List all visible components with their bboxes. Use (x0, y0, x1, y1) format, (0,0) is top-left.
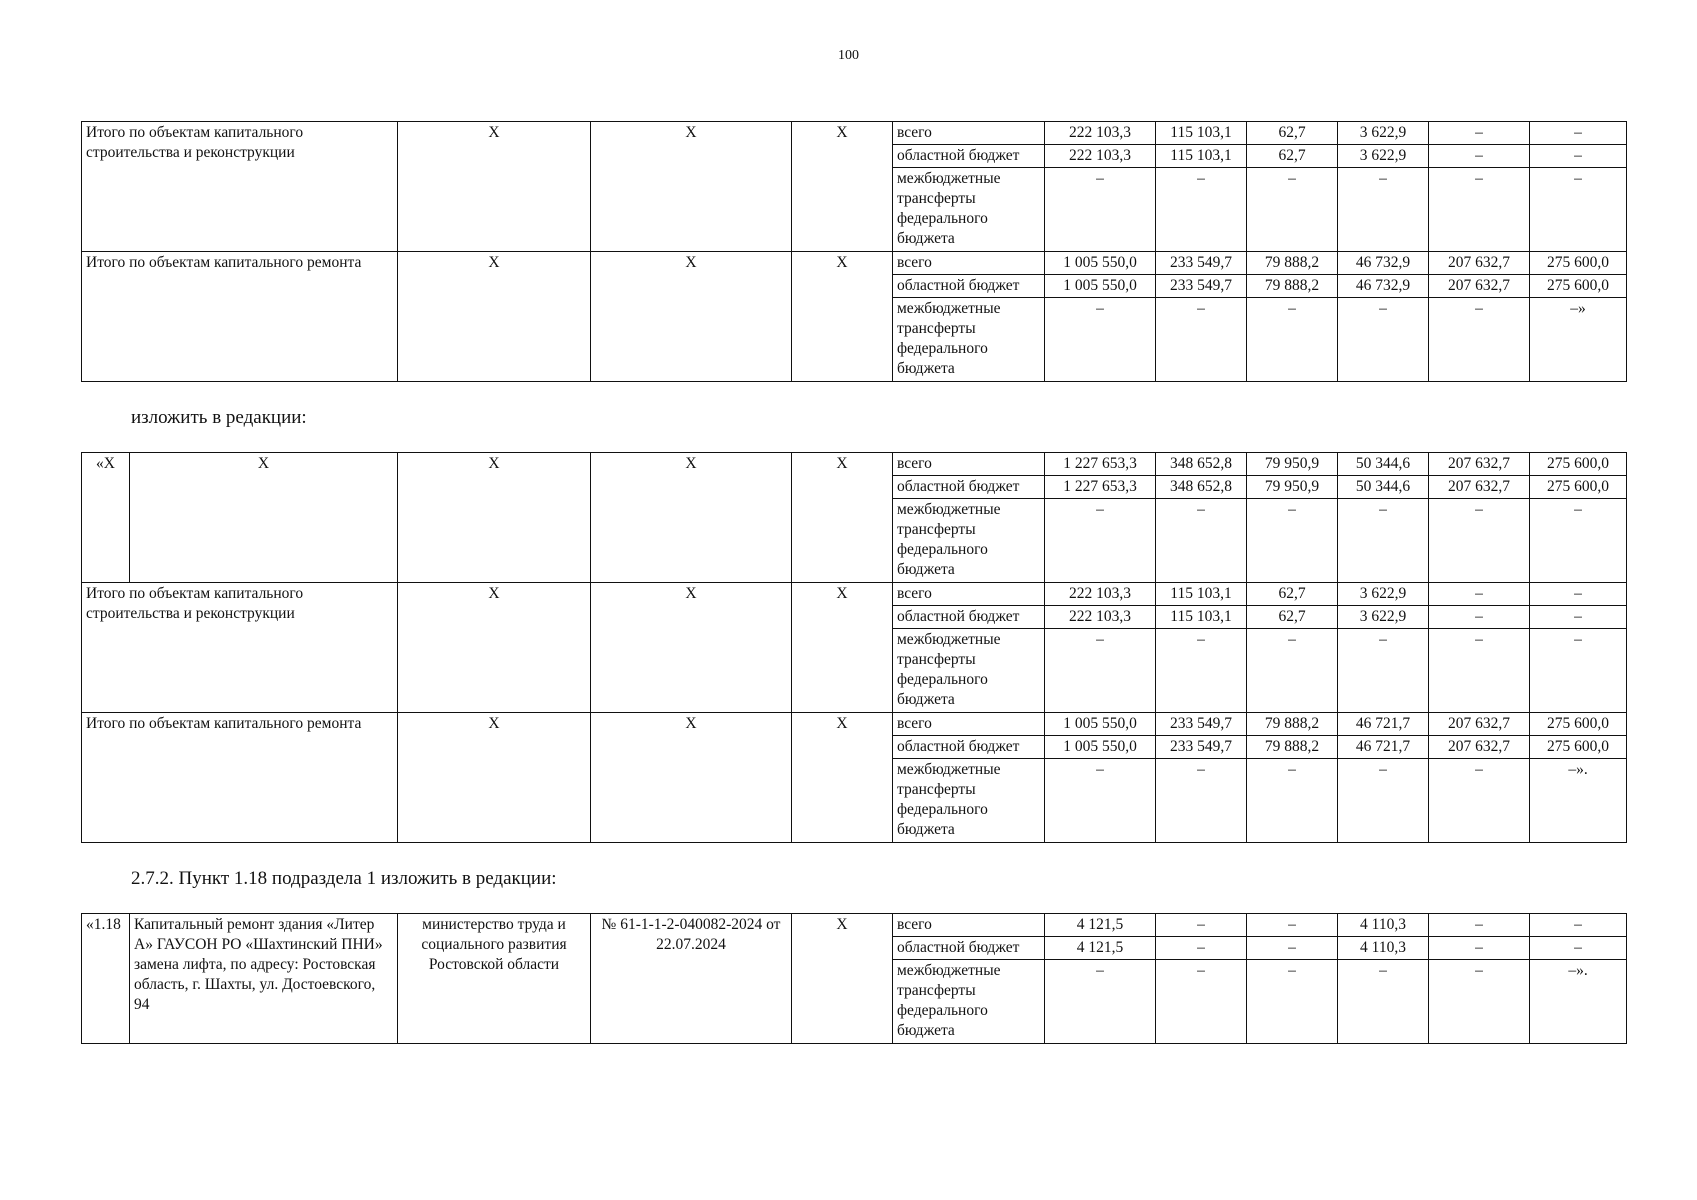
value-cell: 46 732,9 (1338, 252, 1429, 275)
row-label-total: всего (893, 713, 1045, 736)
value-cell: – (1156, 168, 1247, 252)
x-cell: X (792, 713, 893, 843)
value-cell: 46 732,9 (1338, 275, 1429, 298)
value-cell: – (1530, 914, 1627, 937)
value-cell: 275 600,0 (1530, 252, 1627, 275)
value-cell: – (1429, 606, 1530, 629)
value-cell: 275 600,0 (1530, 275, 1627, 298)
value-cell: 348 652,8 (1156, 453, 1247, 476)
value-cell: 4 110,3 (1338, 937, 1429, 960)
table-row (82, 713, 1627, 736)
row-label-federal: межбюджетные трансферты федерального бюджета (893, 168, 1045, 252)
value-cell: 115 103,1 (1156, 122, 1247, 145)
row-label-regional: областной бюджет (893, 275, 1045, 298)
item-number-cell: «1.18 (82, 914, 130, 1044)
value-cell: 233 549,7 (1156, 275, 1247, 298)
value-cell: 79 950,9 (1247, 453, 1338, 476)
value-cell: 348 652,8 (1156, 476, 1247, 499)
value-cell: 233 549,7 (1156, 736, 1247, 759)
value-cell: 207 632,7 (1429, 252, 1530, 275)
value-cell: – (1156, 960, 1247, 1044)
x-cell: X (591, 122, 792, 252)
table-row (82, 252, 1627, 275)
value-cell: 275 600,0 (1530, 736, 1627, 759)
value-cell: – (1429, 145, 1530, 168)
value-cell: – (1045, 960, 1156, 1044)
table-row (82, 453, 1627, 476)
page-number: 100 (838, 48, 859, 63)
value-cell: – (1247, 499, 1338, 583)
row-label-federal: межбюджетные трансферты федерального бюджета (893, 759, 1045, 843)
value-cell: – (1045, 298, 1156, 382)
value-cell: – (1247, 168, 1338, 252)
value-cell: 233 549,7 (1156, 713, 1247, 736)
value-cell: 222 103,3 (1045, 606, 1156, 629)
value-cell: –». (1530, 759, 1627, 843)
value-cell: 4 121,5 (1045, 914, 1156, 937)
value-cell: – (1530, 583, 1627, 606)
value-cell: – (1045, 499, 1156, 583)
x-cell: X (398, 713, 591, 843)
value-cell: – (1156, 759, 1247, 843)
group-name-cell: Итого по объектам капитального ремонта (82, 252, 398, 382)
value-cell: 207 632,7 (1429, 736, 1530, 759)
value-cell: 115 103,1 (1156, 145, 1247, 168)
table-row (82, 583, 1627, 606)
value-cell: 222 103,3 (1045, 583, 1156, 606)
value-cell: 1 005 550,0 (1045, 713, 1156, 736)
value-cell: 115 103,1 (1156, 606, 1247, 629)
x-cell: X (398, 252, 591, 382)
x-cell: X (398, 453, 591, 583)
value-cell: – (1530, 499, 1627, 583)
value-cell: – (1429, 122, 1530, 145)
value-cell: 275 600,0 (1530, 713, 1627, 736)
value-cell: 46 721,7 (1338, 713, 1429, 736)
paragraph-replace-intro: изложить в редакции: (131, 407, 307, 428)
value-cell: – (1247, 960, 1338, 1044)
value-cell: – (1429, 759, 1530, 843)
x-cell: X (792, 453, 893, 583)
value-cell: – (1338, 759, 1429, 843)
row-label-federal: межбюджетные трансферты федерального бюджета (893, 298, 1045, 382)
row-label-federal: межбюджетные трансферты федерального бюджета (893, 960, 1045, 1044)
x-cell: X (398, 583, 591, 713)
value-cell: –» (1530, 298, 1627, 382)
table-row (82, 122, 1627, 145)
value-cell: – (1247, 629, 1338, 713)
value-cell: 1 005 550,0 (1045, 736, 1156, 759)
row-label-total: всего (893, 914, 1045, 937)
value-cell: 1 227 653,3 (1045, 476, 1156, 499)
x-cell: X (792, 252, 893, 382)
row-label-regional: областной бюджет (893, 145, 1045, 168)
value-cell: – (1156, 629, 1247, 713)
value-cell: – (1338, 499, 1429, 583)
value-cell: 79 888,2 (1247, 713, 1338, 736)
value-cell: 207 632,7 (1429, 453, 1530, 476)
row-label-total: всего (893, 453, 1045, 476)
row-label-total: всего (893, 252, 1045, 275)
value-cell: – (1429, 937, 1530, 960)
value-cell: 207 632,7 (1429, 713, 1530, 736)
value-cell: – (1156, 937, 1247, 960)
value-cell: – (1429, 583, 1530, 606)
group-name-cell: Итого по объектам капитального строительства и реконструкции (82, 122, 398, 252)
x-cell: X (591, 583, 792, 713)
table-item-1-18 (81, 913, 1627, 1044)
group-name-cell: Итого по объектам капитального ремонта (82, 713, 398, 843)
value-cell: 4 121,5 (1045, 937, 1156, 960)
value-cell: 62,7 (1247, 606, 1338, 629)
value-cell: – (1530, 629, 1627, 713)
document-cell: № 61-1-1-2-040082-2024 от 22.07.2024 (591, 914, 792, 1044)
value-cell: 3 622,9 (1338, 122, 1429, 145)
row-label-regional: областной бюджет (893, 937, 1045, 960)
value-cell: 50 344,6 (1338, 453, 1429, 476)
value-cell: – (1429, 960, 1530, 1044)
value-cell: – (1530, 122, 1627, 145)
value-cell: – (1338, 298, 1429, 382)
value-cell: 79 888,2 (1247, 736, 1338, 759)
value-cell: – (1530, 145, 1627, 168)
object-name-cell: Капитальный ремонт здания «Литер А» ГАУСОН РО «Шахтинский ПНИ» замена лифта, по адресу: Ростовская область, г. Шахты, ул. Достоевского, 94 (130, 914, 398, 1044)
row-label-regional: областной бюджет (893, 736, 1045, 759)
row-label-federal: межбюджетные трансферты федерального бюджета (893, 499, 1045, 583)
value-cell: – (1338, 629, 1429, 713)
value-cell: 115 103,1 (1156, 583, 1247, 606)
table-new-version (81, 452, 1627, 843)
value-cell: 275 600,0 (1530, 453, 1627, 476)
value-cell: 207 632,7 (1429, 476, 1530, 499)
value-cell: – (1530, 937, 1627, 960)
value-cell: – (1045, 168, 1156, 252)
group-name-cell: Итого по объектам капитального строительства и реконструкции (82, 583, 398, 713)
value-cell: – (1247, 937, 1338, 960)
value-cell: 1 227 653,3 (1045, 453, 1156, 476)
value-cell: 79 888,2 (1247, 252, 1338, 275)
value-cell: – (1247, 914, 1338, 937)
value-cell: 62,7 (1247, 122, 1338, 145)
value-cell: 222 103,3 (1045, 122, 1156, 145)
value-cell: 222 103,3 (1045, 145, 1156, 168)
value-cell: – (1530, 168, 1627, 252)
x-cell: «X (82, 453, 130, 583)
value-cell: – (1429, 298, 1530, 382)
value-cell: 3 622,9 (1338, 145, 1429, 168)
value-cell: – (1429, 914, 1530, 937)
value-cell: – (1429, 499, 1530, 583)
table-old-version (81, 121, 1627, 382)
table-row (82, 914, 1627, 937)
x-cell: X (792, 914, 893, 1044)
executor-cell: министерство труда и социального развития Ростовской области (398, 914, 591, 1044)
value-cell: – (1156, 298, 1247, 382)
value-cell: 1 005 550,0 (1045, 252, 1156, 275)
value-cell: 3 622,9 (1338, 606, 1429, 629)
value-cell: – (1338, 168, 1429, 252)
value-cell: –». (1530, 960, 1627, 1044)
value-cell: – (1156, 914, 1247, 937)
value-cell: 207 632,7 (1429, 275, 1530, 298)
value-cell: 4 110,3 (1338, 914, 1429, 937)
x-cell: X (792, 583, 893, 713)
value-cell: 79 950,9 (1247, 476, 1338, 499)
value-cell: 1 005 550,0 (1045, 275, 1156, 298)
x-cell: X (591, 713, 792, 843)
row-label-regional: областной бюджет (893, 476, 1045, 499)
value-cell: 46 721,7 (1338, 736, 1429, 759)
x-cell: X (130, 453, 398, 583)
value-cell: 275 600,0 (1530, 476, 1627, 499)
row-label-total: всего (893, 583, 1045, 606)
value-cell: 50 344,6 (1338, 476, 1429, 499)
value-cell: – (1530, 606, 1627, 629)
value-cell: – (1338, 960, 1429, 1044)
paragraph-item-1-18: 2.7.2. Пункт 1.18 подраздела 1 изложить в редакции: (131, 868, 557, 889)
value-cell: – (1045, 759, 1156, 843)
value-cell: – (1429, 168, 1530, 252)
value-cell: 3 622,9 (1338, 583, 1429, 606)
value-cell: – (1045, 629, 1156, 713)
value-cell: – (1247, 298, 1338, 382)
value-cell: – (1247, 759, 1338, 843)
x-cell: X (591, 252, 792, 382)
row-label-federal: межбюджетные трансферты федерального бюджета (893, 629, 1045, 713)
value-cell: 62,7 (1247, 583, 1338, 606)
value-cell: – (1429, 629, 1530, 713)
value-cell: – (1156, 499, 1247, 583)
value-cell: 233 549,7 (1156, 252, 1247, 275)
x-cell: X (398, 122, 591, 252)
x-cell: X (792, 122, 893, 252)
value-cell: 79 888,2 (1247, 275, 1338, 298)
row-label-regional: областной бюджет (893, 606, 1045, 629)
value-cell: 62,7 (1247, 145, 1338, 168)
row-label-total: всего (893, 122, 1045, 145)
x-cell: X (591, 453, 792, 583)
